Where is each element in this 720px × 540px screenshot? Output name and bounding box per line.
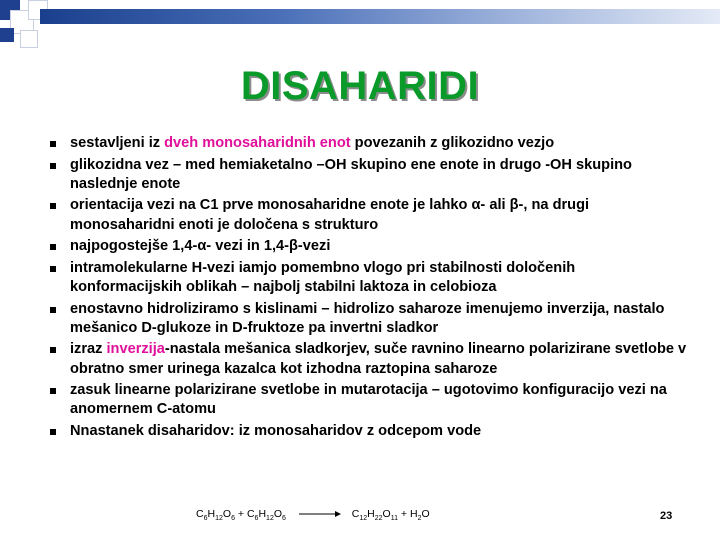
reaction-arrow-icon — [299, 510, 341, 518]
bullet-text: orientacija vezi na C1 prve monosaharidne enote je lahko α- ali β-, na drugi monosaharidni enoti je določena s strukturo — [70, 197, 590, 233]
bullet-square-icon — [50, 203, 56, 209]
bullet-text: glikozidna vez – med hemiaketalno –OH skupino ene enote in drugo -OH skupino naslednje enote — [70, 156, 632, 192]
highlight-text: inverzija — [106, 341, 165, 358]
page-number: 23 — [660, 510, 673, 522]
bullet-item — [50, 156, 690, 194]
bullet-item — [50, 300, 690, 338]
highlight-text: dveh monosaharidnih enot — [164, 135, 351, 151]
bullet-item — [50, 259, 690, 297]
bullet-text: -nastala mešanica sladkorjev, suče ravnino linearno polarizirane svetlobe v obratno smer urinega kazalca kot izhodna raztopina saharoze — [70, 341, 687, 377]
reactant-2: $C_6H_{12}O_6$ — [246, 508, 286, 523]
bullet-item — [50, 381, 690, 419]
bullet-item — [50, 134, 690, 153]
reactant-1: $C_6H_{12}O_6$ — [196, 508, 235, 523]
bullet-text: zasuk linearne polarizirane svetlobe in mutarotacija – ugotovimo konfiguracijo vezi na anomernem C-atomu — [70, 382, 667, 418]
bullet-square-icon — [50, 266, 56, 272]
product-2: $H_2O$ — [409, 508, 430, 523]
bullet-text: povezanih z glikozidno vezjo — [350, 135, 555, 151]
bullet-text: enostavno hidroliziramo s kislinami – hidrolizo saharoze imenujemo inverzija, nastalo mešanico D-glukoze in D-fruktoze pa invertni sladkor — [70, 300, 665, 336]
bullet-square-icon — [50, 307, 56, 313]
bullet-square-icon — [50, 244, 56, 250]
bullet-square-icon — [50, 388, 56, 394]
bullet-square-icon — [50, 347, 56, 353]
decor-square — [20, 30, 38, 48]
reaction-equation — [196, 508, 430, 522]
bullet-item — [50, 196, 690, 234]
bullet-text: najpogostejše 1,4-α- vezi in 1,4-β-vezi — [70, 238, 331, 255]
bullet-text: intramolekularne H-vezi iamjo pomembno vlogo pri stabilnosti določenih konformacijskih oblikah – najbolj stabilni laktoza in celobioza — [70, 259, 576, 295]
header-band — [40, 9, 720, 24]
bullet-item — [50, 237, 690, 256]
bullet-list — [50, 134, 690, 444]
bullet-square-icon — [50, 429, 56, 435]
bullet-square-icon — [50, 141, 56, 147]
bullet-text: Nnastanek disaharidov: iz monosaharidov z odcepom vode — [70, 422, 482, 439]
bullet-item — [50, 422, 690, 441]
plus-sign-2: + — [400, 508, 408, 520]
product-1: $C_{12}H_{22}O_{11}$ — [351, 508, 398, 523]
plus-sign: + — [237, 508, 245, 520]
bullet-item — [50, 340, 690, 378]
decor-square — [0, 28, 14, 42]
bullet-text: izraz — [70, 341, 107, 358]
bullet-text: sestavljeni iz — [70, 135, 165, 151]
slide-title: DISAHARIDI — [240, 64, 480, 108]
bullet-square-icon — [50, 163, 56, 169]
